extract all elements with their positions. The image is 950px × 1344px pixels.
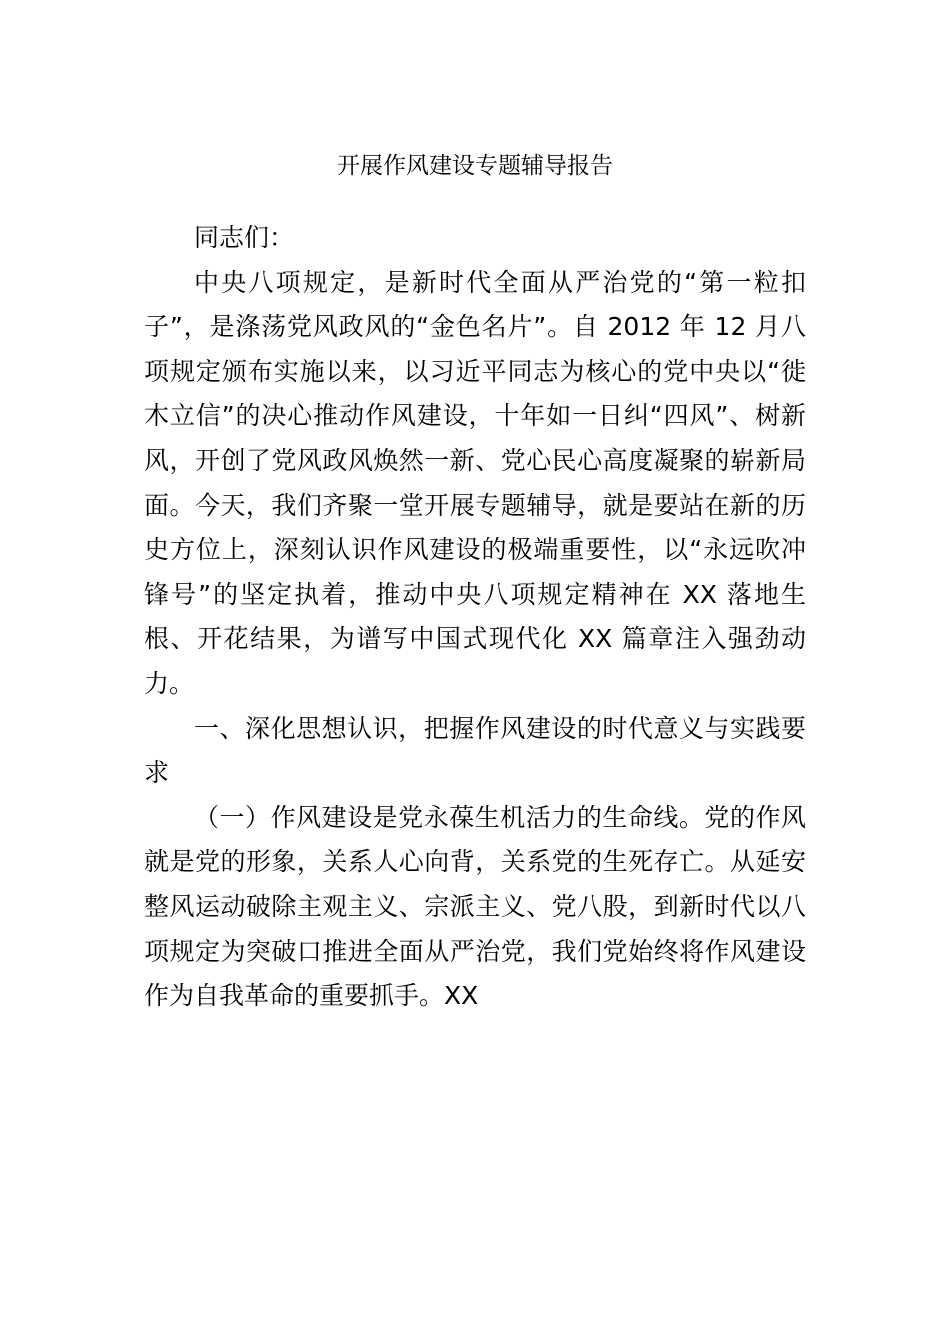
subsection-paragraph-1: （一）作风建设是党永葆生机活力的生命线。党的作风就是党的形象，关系人心向背，关系党的生死存亡。从延安整风运动破除主观主义、宗派主义、党八股，到新时代以八项规定为突破口推进全面从严治党，我们党始终将作风建设作为自我革命的重要抓手。XX [144,802,806,1011]
paragraph-intro: 中央八项规定，是新时代全面从严治党的“第一粒扣子”，是涤荡党风政风的“金色名片”。自 2012 年 12 月八项规定颁布实施以来，以习近平同志为核心的党中央以“徙木立信”的决心推动作风建设，十年如一日纠“四风”、树新风，开创了党风政风焕然一新、党心民心高度凝聚的崭新局面。今天，我们齐聚一堂开展专题辅导，就是要站在新的历史方位上，深刻认识作风建设的极端重要性，以“永远吹冲锋号”的坚定执着，推动中央八项规定精神在 XX 落地生根、开花结果，为谱写中国式现代化 XX 篇章注入强劲动力。 [144,267,806,698]
document-title: 开展作风建设专题辅导报告 [337,153,613,179]
salutation: 同志们： [194,223,295,252]
document-body [144,216,806,1019]
section-heading-1: 一、深化思想认识，把握作风建设的时代意义与实践要求 [144,713,806,788]
